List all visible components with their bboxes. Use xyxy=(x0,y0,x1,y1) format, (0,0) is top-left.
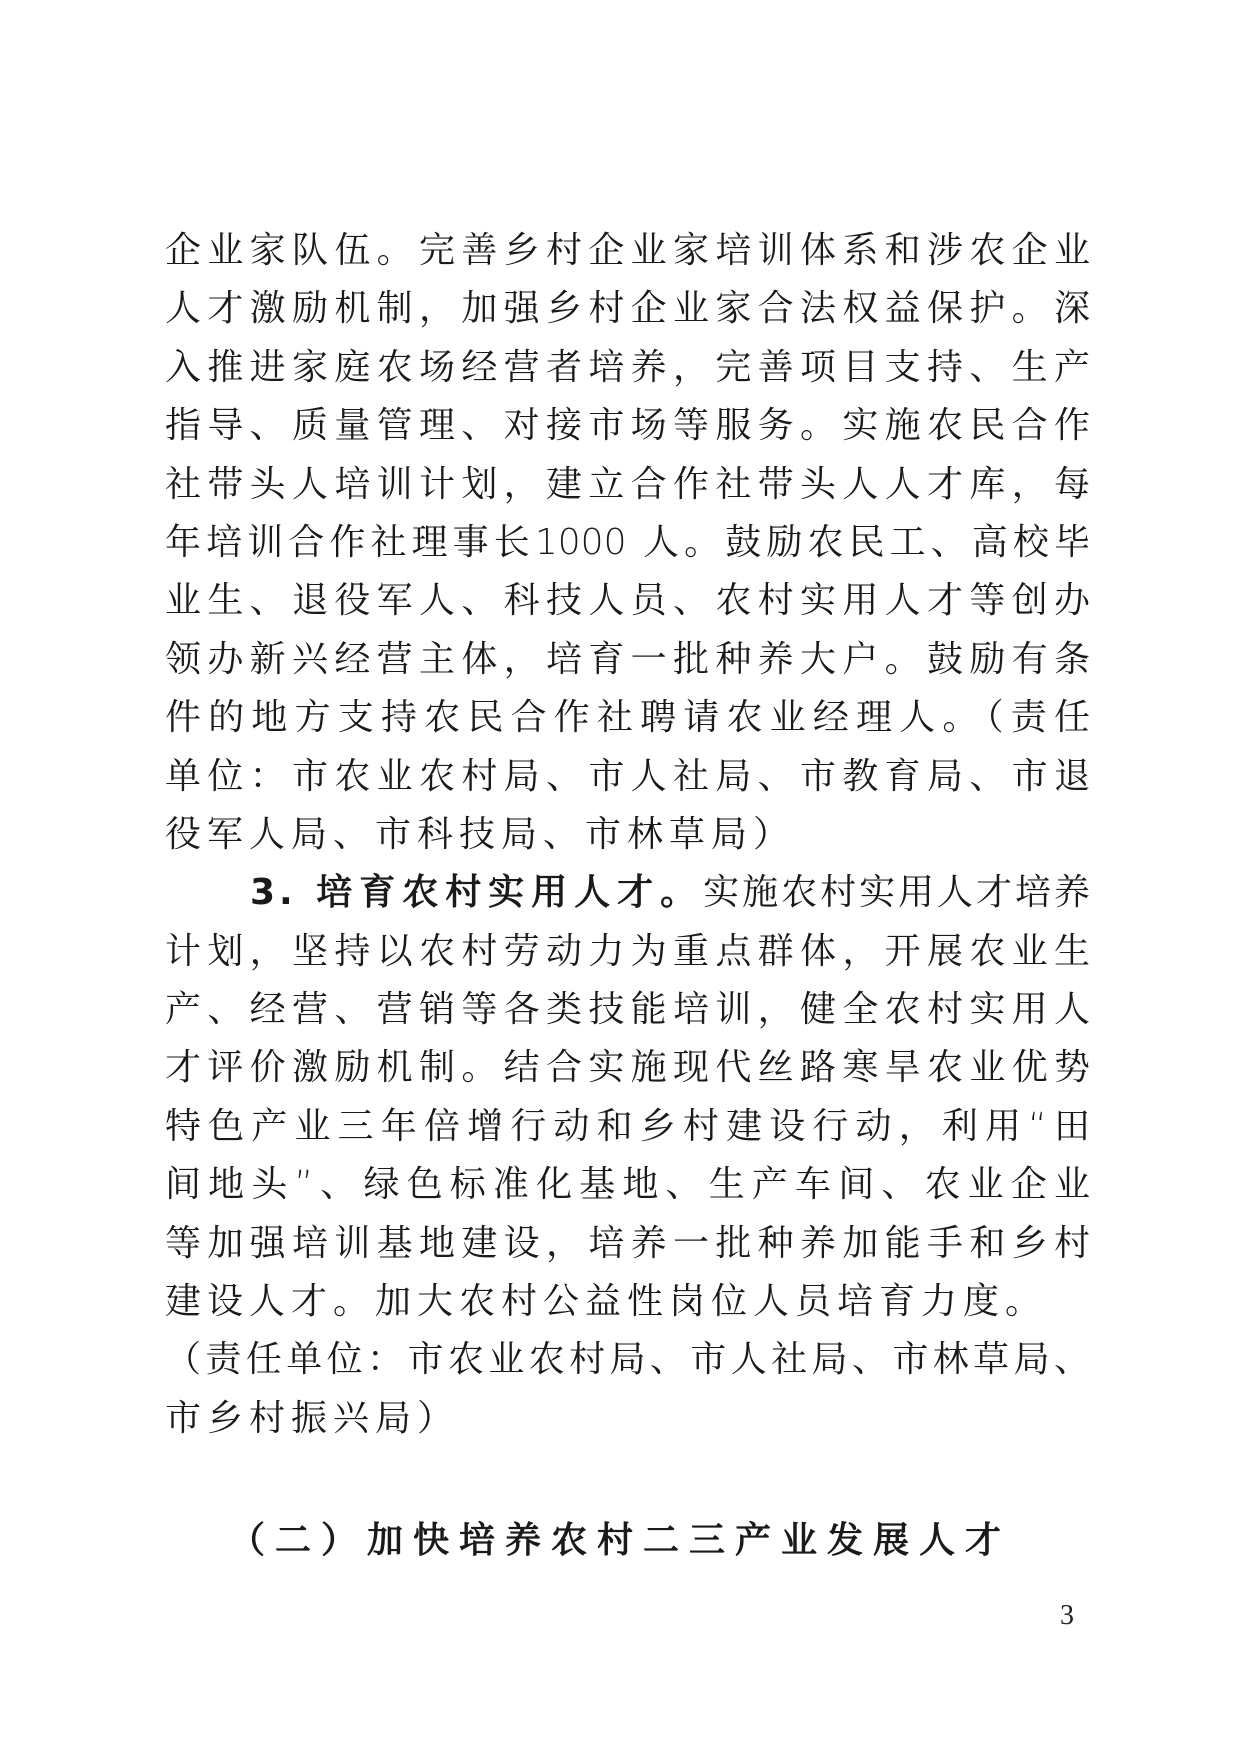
text-line: 间地头”、绿色标准化基地、生产车间、农业企业 xyxy=(165,1164,1090,1206)
text-line: 才评价激励机制。结合实施现代丝路寒旱农业优势 xyxy=(165,1047,1090,1089)
text-line: 特色产业三年倍增行动和乡村建设行动，利用“田 xyxy=(165,1105,1090,1147)
text-line: 入推进家庭农场经营者培养，完善项目支持、生产 xyxy=(165,346,1090,388)
text-line: 企业家队伍。完善乡村企业家培训体系和涉农企业 xyxy=(165,230,1090,271)
text-line: 单位：市农业农村局、市人社局、市教育局、市退 xyxy=(165,755,1090,797)
text-line: 市乡村振兴局） xyxy=(165,1397,460,1439)
paragraph-lead-rest: 实施农村实用人才培养 xyxy=(703,872,1090,914)
text-line: 等加强培训基地建设，培养一批种养加能手和乡村 xyxy=(165,1222,1090,1264)
text-line: 领办新兴经营主体，培育一批种养大户。鼓励有条 xyxy=(165,638,1090,680)
text-line: 产、经营、营销等各类技能培训，健全农村实用人 xyxy=(165,989,1090,1031)
paragraph-first-line xyxy=(165,864,1090,922)
text-line: 役军人局、市科技局、市林草局） xyxy=(165,813,796,855)
text-line: 计划，坚持以农村劳动力为重点群体，开展农业生 xyxy=(165,930,1090,972)
text-line: 社带头人培训计划，建立合作社带头人人才库，每 xyxy=(165,463,1090,505)
text-line: 件的地方支持农民合作社聘请农业经理人。（责任 xyxy=(165,697,1090,739)
text-line: 指导、质量管理、对接市场等服务。实施农民合作 xyxy=(165,405,1090,447)
text-line: 业生、退役军人、科技人员、农村实用人才等创办 xyxy=(165,580,1090,622)
body-text xyxy=(165,222,1090,1448)
text-line: 建设人才。加大农村公益性岗位人员培育力度。 xyxy=(165,1281,1048,1323)
text-line: （责任单位：市农业农村局、市人社局、市林草局、 xyxy=(165,1339,1090,1381)
text-line: 人才激励机制，加强乡村企业家合法权益保护。深 xyxy=(165,288,1090,330)
section-heading: （二）加快培养农村二三产业发展人才 xyxy=(228,1520,1011,1561)
page-number: 3 xyxy=(1060,1600,1074,1631)
text-line: 年培训合作社理事长1000 人。鼓励农民工、高校毕 xyxy=(165,521,1090,563)
paragraph-lead: 3. 培育农村实用人才。 xyxy=(250,872,704,914)
